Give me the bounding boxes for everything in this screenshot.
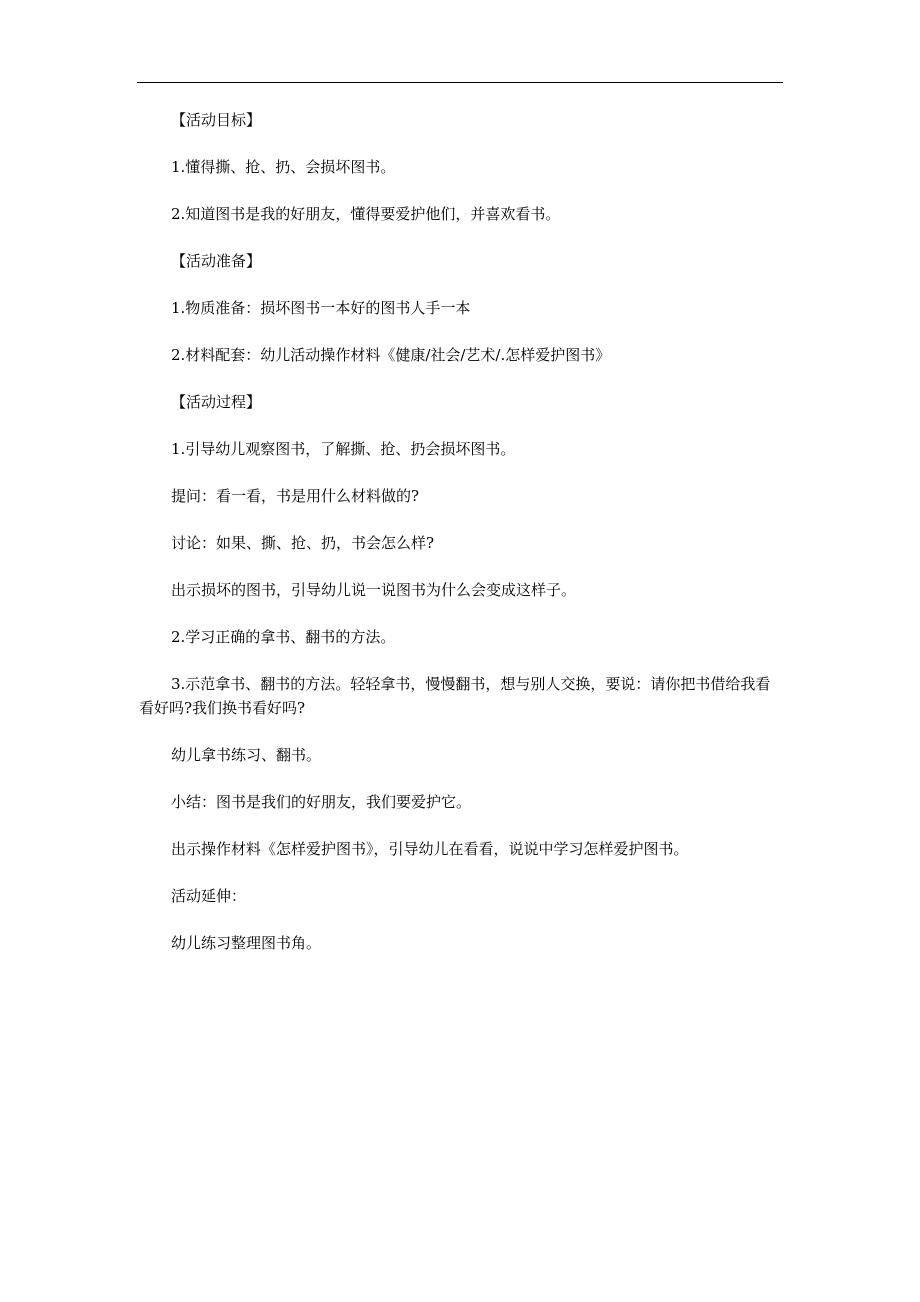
goal-item-2: 2.知道图书是我的好朋友，懂得要爱护他们，并喜欢看书。 <box>171 205 561 223</box>
process-discussion: 讨论：如果、撕、抢、扔，书会怎么样? <box>171 534 435 552</box>
process-step-2: 2.学习正确的拿书、翻书的方法。 <box>171 628 396 646</box>
process-show-material: 出示操作材料《怎样爱护图书》，引导幼儿在看看，说说中学习怎样爱护图书。 <box>171 840 689 858</box>
process-step-1: 1.引导幼儿观察图书，了解撕、抢、扔会损坏图书。 <box>171 440 516 458</box>
section-heading-preparation: 【活动准备】 <box>171 252 262 270</box>
extension-item: 幼儿练习整理图书角。 <box>171 934 322 952</box>
preparation-item-1: 1.物质准备：损坏图书一本好的图书人手一本 <box>171 299 471 317</box>
section-heading-extension: 活动延伸： <box>171 887 247 905</box>
process-practice: 幼儿拿书练习、翻书。 <box>171 746 322 764</box>
section-heading-process: 【活动过程】 <box>171 393 262 411</box>
section-heading-goals: 【活动目标】 <box>171 111 262 129</box>
header-rule <box>137 82 783 83</box>
process-show-damaged: 出示损坏的图书，引导幼儿说一说图书为什么会变成这样子。 <box>171 581 577 599</box>
preparation-item-2: 2.材料配套：幼儿活动操作材料《健康/社会/艺术/.怎样爱护图书》 <box>171 346 611 364</box>
document-body <box>139 108 783 978</box>
process-question: 提问：看一看，书是用什么材料做的? <box>171 487 420 505</box>
process-step-3: 3.示范拿书、翻书的方法。轻轻拿书，慢慢翻书，想与别人交换，要说：请你把书借给我看看好吗?我们换书看好吗? <box>139 675 771 717</box>
process-summary: 小结：图书是我们的好朋友，我们要爱护它。 <box>171 793 472 811</box>
goal-item-1: 1.懂得撕、抢、扔、会损坏图书。 <box>171 158 396 176</box>
